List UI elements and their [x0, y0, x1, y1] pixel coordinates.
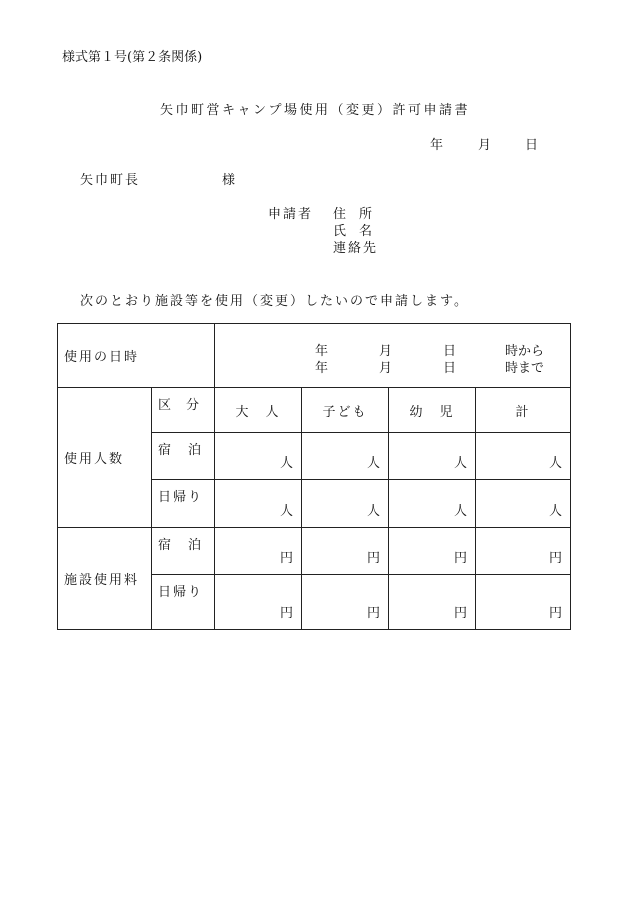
- applicant-name-label: 氏 名: [333, 224, 373, 239]
- form-number: 様式第１号(第２条関係): [62, 50, 203, 65]
- column-child: 子ども: [302, 388, 389, 433]
- start-day: 日: [443, 344, 457, 359]
- end-month: 月: [379, 361, 393, 376]
- fee-stay-label: 宿 泊: [152, 527, 215, 574]
- date-year: 年: [430, 138, 444, 153]
- fee-stay-child[interactable]: 円: [302, 527, 389, 574]
- end-time: 時まで: [505, 361, 545, 376]
- column-adult: 大 人: [215, 388, 302, 433]
- fee-day-total[interactable]: 円: [476, 574, 571, 629]
- people-stay-adult[interactable]: 人: [215, 433, 302, 480]
- applicant-contact-label: 連絡先: [333, 241, 379, 256]
- application-statement: 次のとおり施設等を使用（変更）したいので申請します。: [80, 294, 469, 309]
- people-day-infant[interactable]: 人: [389, 480, 476, 527]
- facility-fee-label: 施設使用料: [58, 527, 152, 629]
- addressee-honorific: 様: [222, 173, 236, 188]
- start-year: 年: [315, 344, 329, 359]
- fee-day-adult[interactable]: 円: [215, 574, 302, 629]
- category-label: 区 分: [152, 388, 215, 433]
- application-table: [57, 323, 571, 630]
- addressee-name: 矢巾町長: [80, 173, 141, 188]
- start-month: 月: [379, 344, 393, 359]
- document-title: 矢巾町営キャンプ場使用（変更）許可申請書: [160, 103, 471, 118]
- people-day-adult[interactable]: 人: [215, 480, 302, 527]
- fee-stay-infant[interactable]: 円: [389, 527, 476, 574]
- usage-date-label: 使用の日時: [58, 324, 215, 388]
- date-day: 日: [525, 138, 539, 153]
- fee-day-child[interactable]: 円: [302, 574, 389, 629]
- column-total: 計: [476, 388, 571, 433]
- fee-stay-row: [58, 527, 571, 574]
- stay-label: 宿 泊: [152, 433, 215, 480]
- fee-day-infant[interactable]: 円: [389, 574, 476, 629]
- day-trip-label: 日帰り: [152, 480, 215, 527]
- people-count-label: 使用人数: [58, 388, 152, 527]
- applicant-label: 申請者: [268, 207, 314, 222]
- end-year: 年: [315, 361, 329, 376]
- people-stay-infant[interactable]: 人: [389, 433, 476, 480]
- fee-day-label: 日帰り: [152, 574, 215, 629]
- fee-stay-adult[interactable]: 円: [215, 527, 302, 574]
- people-stay-total[interactable]: 人: [476, 433, 571, 480]
- fee-stay-total[interactable]: 円: [476, 527, 571, 574]
- people-stay-child[interactable]: 人: [302, 433, 389, 480]
- column-infant: 幼 児: [389, 388, 476, 433]
- end-day: 日: [443, 361, 457, 376]
- usage-date-field[interactable]: [215, 324, 571, 388]
- applicant-address-label: 住 所: [333, 207, 373, 222]
- people-day-total[interactable]: 人: [476, 480, 571, 527]
- category-header-row: [58, 388, 571, 433]
- usage-date-row: [58, 324, 571, 388]
- people-day-child[interactable]: 人: [302, 480, 389, 527]
- date-month: 月: [478, 138, 492, 153]
- start-time: 時から: [505, 344, 545, 359]
